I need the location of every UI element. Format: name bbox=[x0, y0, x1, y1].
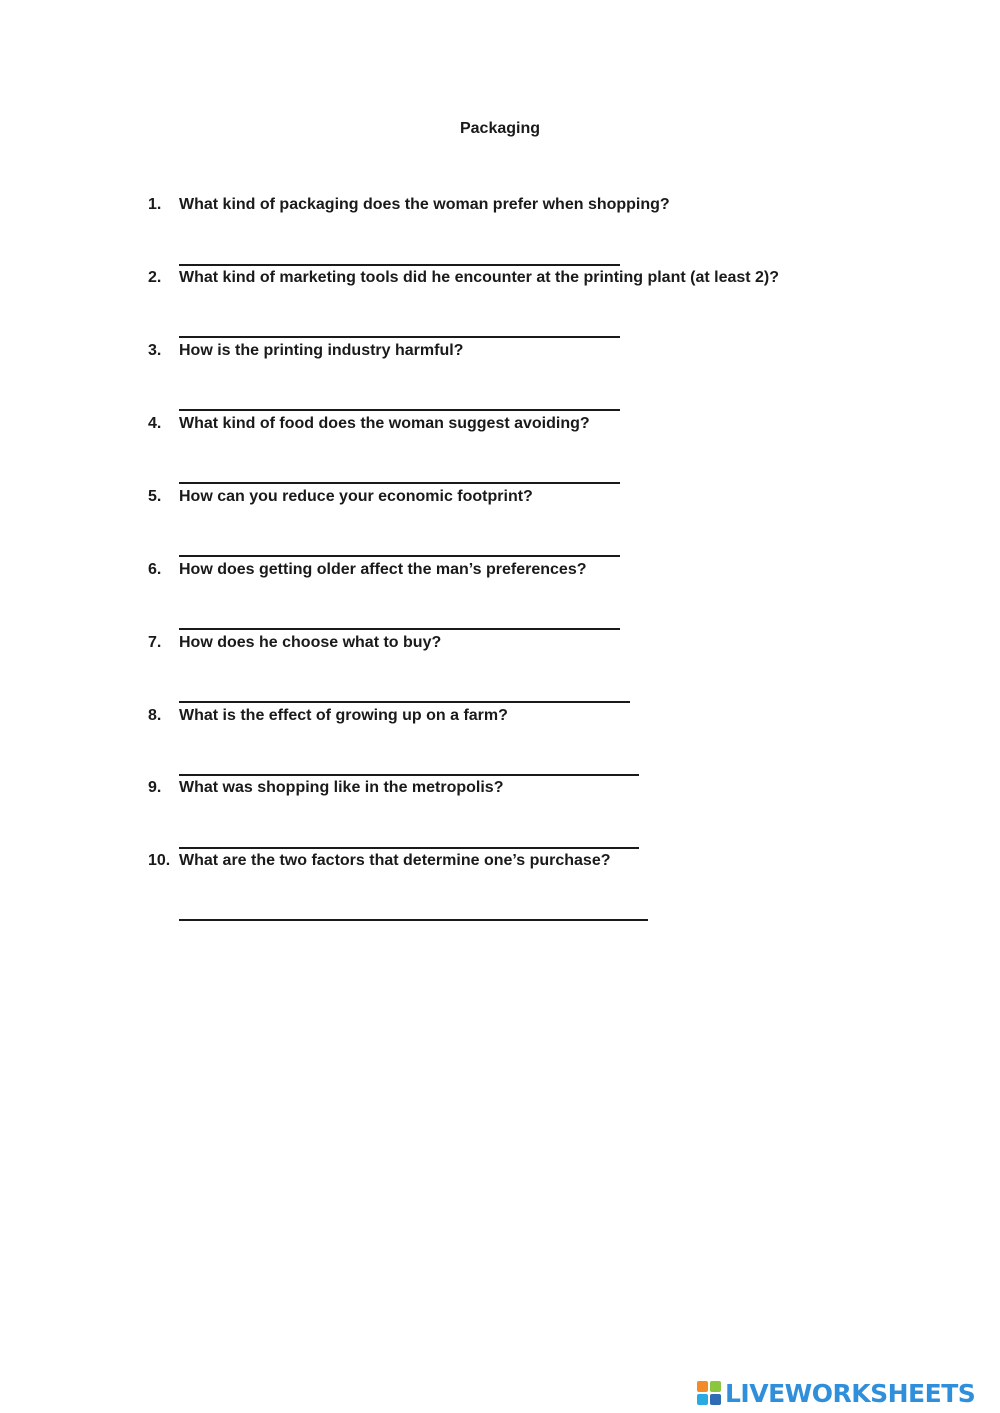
question-text: What is the effect of growing up on a farm? bbox=[179, 707, 508, 724]
watermark-text: LIVEWORKSHEETS bbox=[725, 1378, 976, 1408]
logo-tile-green bbox=[710, 1381, 721, 1392]
question-text: What are the two factors that determine one’s purchase? bbox=[179, 852, 611, 869]
question-7 bbox=[148, 634, 441, 652]
question-number: 2. bbox=[148, 269, 162, 286]
question-text: What kind of packaging does the woman prefer when shopping? bbox=[179, 196, 670, 213]
answer-line-1[interactable] bbox=[179, 236, 620, 266]
question-text: What was shopping like in the metropolis? bbox=[179, 779, 504, 796]
answer-line-5[interactable] bbox=[179, 527, 620, 557]
question-text: How does getting older affect the man’s preferences? bbox=[179, 561, 587, 578]
question-number: 1. bbox=[148, 196, 162, 213]
logo-tile-orange bbox=[697, 1381, 708, 1392]
question-text: What kind of marketing tools did he encounter at the printing plant (at least 2)? bbox=[179, 269, 780, 286]
question-number: 7. bbox=[148, 634, 162, 651]
answer-line-2[interactable] bbox=[179, 308, 620, 338]
page-title: Packaging bbox=[459, 120, 541, 137]
question-number: 5. bbox=[148, 488, 162, 505]
liveworksheets-logo-icon bbox=[697, 1381, 721, 1405]
question-number: 9. bbox=[148, 779, 162, 796]
question-text: How does he choose what to buy? bbox=[179, 634, 442, 651]
question-10 bbox=[148, 852, 611, 870]
question-number: 10. bbox=[148, 852, 171, 869]
answer-line-7[interactable] bbox=[179, 673, 630, 703]
question-4 bbox=[148, 415, 590, 433]
question-5 bbox=[148, 488, 533, 506]
question-9 bbox=[148, 779, 503, 797]
question-number: 6. bbox=[148, 561, 162, 578]
question-number: 4. bbox=[148, 415, 162, 432]
question-number: 8. bbox=[148, 707, 162, 724]
question-number: 3. bbox=[148, 342, 162, 359]
question-text: How can you reduce your economic footprint? bbox=[179, 488, 533, 505]
answer-line-6[interactable] bbox=[179, 600, 620, 630]
answer-line-10[interactable] bbox=[179, 891, 648, 921]
question-1 bbox=[148, 196, 670, 214]
question-8 bbox=[148, 707, 508, 725]
logo-tile-blue bbox=[710, 1394, 721, 1405]
liveworksheets-watermark bbox=[697, 1378, 975, 1408]
answer-line-9[interactable] bbox=[179, 819, 639, 849]
question-text: How is the printing industry harmful? bbox=[179, 342, 464, 359]
logo-tile-lightblue bbox=[697, 1394, 708, 1405]
question-2 bbox=[148, 269, 779, 287]
answer-line-8[interactable] bbox=[179, 746, 639, 776]
answer-line-3[interactable] bbox=[179, 381, 620, 411]
question-6 bbox=[148, 561, 587, 579]
answer-line-4[interactable] bbox=[179, 454, 620, 484]
question-3 bbox=[148, 342, 463, 360]
question-text: What kind of food does the woman suggest avoiding? bbox=[179, 415, 590, 432]
